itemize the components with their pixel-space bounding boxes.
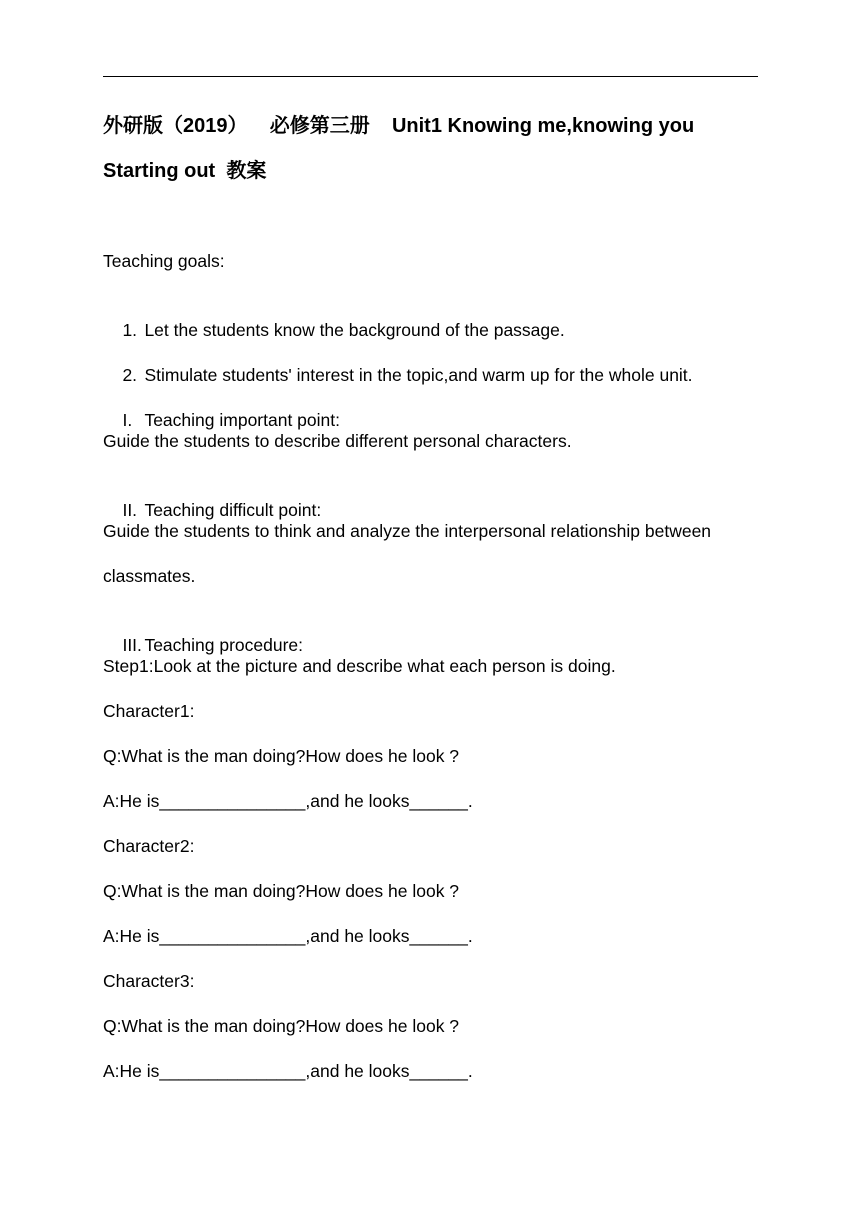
section-number: I. [122,410,133,430]
section-number: III. [122,635,142,655]
important-point-text: Guide the students to describe different personal characters. [103,431,572,451]
goal-text: Let the students know the background of the passage. [144,320,565,340]
goal-number: 1. [122,320,138,340]
step1-text: Step1:Look at the picture and describe what each person is doing. [103,656,616,676]
character-label: Character3: [103,971,195,991]
character-question: Q:What is the man doing?How does he look ? [103,1016,460,1036]
character-answer: A:He is_______________,and he looks______. [103,791,473,811]
character-question: Q:What is the man doing?How does he look ? [103,746,460,766]
document-title-line1: 外研版（2019） 必修第三册 Unit1 Knowing me,knowing you [103,115,695,137]
header-rule [103,76,758,77]
character-label: Character2: [103,836,195,856]
character-answer: A:He is_______________,and he looks______. [103,1061,473,1081]
difficult-point-text-line1: Guide the students to think and analyze the interpersonal relationship between [103,521,712,541]
document-title-line2: Starting out 教案 [103,160,267,182]
character-label: Character1: [103,701,195,721]
difficult-point-text-line2: classmates. [103,566,196,586]
character-answer: A:He is_______________,and he looks______. [103,926,473,946]
teaching-goals-heading: Teaching goals: [103,251,225,271]
character-question: Q:What is the man doing?How does he look ? [103,881,460,901]
goal-text: Stimulate students' interest in the topic,and warm up for the whole unit. [144,365,693,385]
section-heading-text: Teaching important point: [144,410,340,430]
goal-number: 2. [122,365,138,385]
section-heading-text: Teaching difficult point: [144,500,322,520]
section-heading-text: Teaching procedure: [144,635,304,655]
section-number: II. [122,500,138,520]
